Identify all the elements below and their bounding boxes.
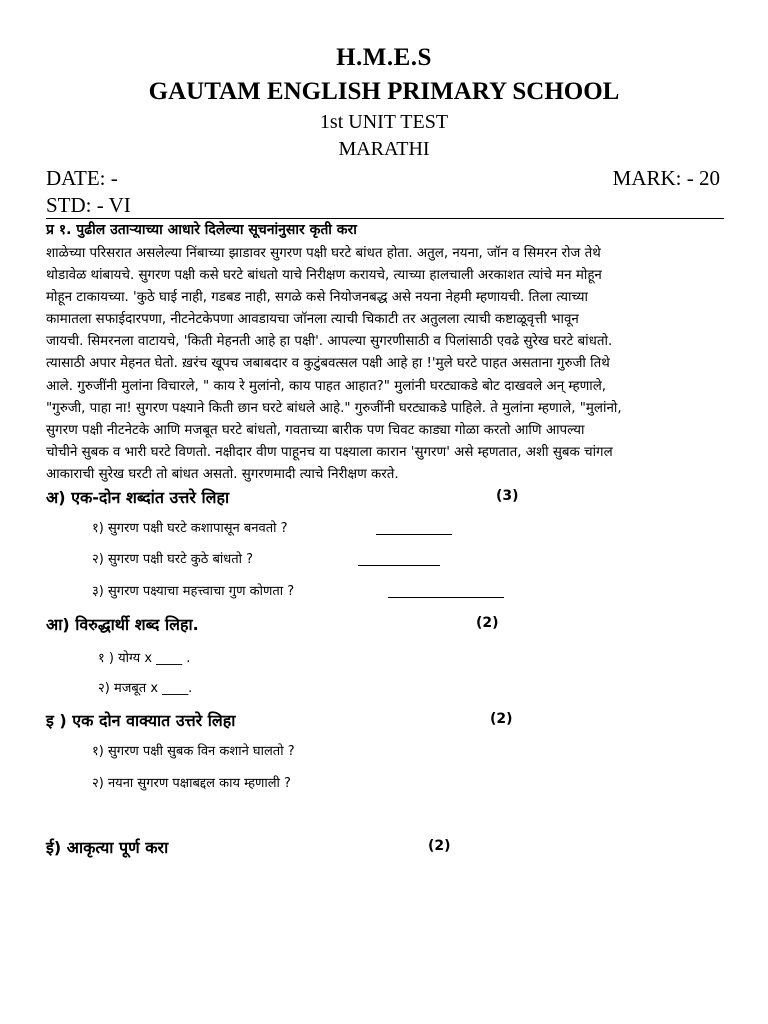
section-a-item-3: ३) सुगरण पक्ष्याचा महत्त्वाचा गुण कोणता ? [92,584,295,599]
passage-line: चोचीने सुबक व भारी घरटे विणतो. नक्षीदार वीण पाहूनच या पक्ष्याला कारान 'सुगरण' असे म्हणतात, अशी सुबक चांगल [46,444,613,460]
school-name: GAUTAM ENGLISH PRIMARY SCHOOL [148,78,620,105]
test-name: 1st UNIT TEST [319,111,449,133]
passage-line: मोहून टाकायच्या. 'कुठे घाई नाही, गडबड नाही, सगळे कसे नियोजनबद्ध असे नयना नेहमी म्हणायची. तिला त्याच्या [46,290,589,306]
section-b-item-1: १ ) योग्य x ____ . [98,651,191,666]
passage-line: सुगरण पक्षी नीटनेटके आणि मजबूत घरटे बांधतो, गवताच्या बारीक पण चिवट काड्या गोळा करतो आणि आपल्या [46,422,585,438]
passage-line: "गुरुजी, पाहा ना! सुगरण पक्ष्याने किती छान घरटे बांधले आहे." गुरुजींनी घरट्याकडे पाहिले. ते मुलांना म्हणाले, "मुलांनो, [46,400,622,416]
date-field: DATE: - [46,166,118,190]
section-c-title: इ ) एक दोन वाक्यात उत्तरे लिहा [46,711,236,730]
section-a-item-1: १) सुगरण पक्षी घरटे कशापासून बनवतो ? [92,521,288,536]
section-b-marks: (2) [476,615,499,631]
passage-line: आकाराची सुरेख घरटी तो बांधत असतो. सुगरणमादी त्याचे निरीक्षण करते. [46,466,399,482]
section-a-item-2: २) सुगरण पक्षी घरटे कुठे बांधतो ? [92,552,254,567]
passage-line: त्यासाठी अपार मेहनत घेतो. ख़रंच खूपच जबाबदार व कुटुंबवत्सल पक्षी आहे हा !'मुले घरटे पाहत असताना गुरुजी तिथे [46,356,610,372]
org-name: H.M.E.S [336,44,432,71]
section-c-item-1: १) सुगरण पक्षी सुबक विन कशाने घालतो ? [92,744,295,759]
section-b-title: आ) विरुद्धार्थी शब्द लिहा. [46,615,199,634]
answer-blank[interactable] [388,585,504,598]
section-d-title: ई) आकृत्या पूर्ण करा [46,838,169,857]
passage-line: कामातला सफाईदारपणा, नीटनेटकेपणा आवडायचा जॉनला त्याची चिकाटी तर अतुलला त्याची कष्टाळूवृत्ती भावून [46,312,579,328]
section-c-item-2: २) नयना सुगरण पक्षाबद्दल काय म्हणाली ? [92,776,291,791]
total-marks: MARK: - 20 [612,166,720,190]
question-1-heading: प्र १. पुढील उताऱ्याच्या आधारे दिलेल्या सूचनांनुसार कृती करा [46,222,357,238]
section-b-item-2: २) मजबूत x ____. [98,681,193,696]
subject-name: MARATHI [338,138,430,160]
answer-blank[interactable] [358,553,440,566]
passage-line: जायची. सिमरनला वाटायचे, 'किती मेहनती आहे हा पक्षी'. आपल्या सुगरणीसाठी व पिलांसाठी एवढे सुरेख घरटे बांधतो. [46,334,613,350]
header-divider [46,218,724,219]
answer-blank[interactable] [376,522,452,535]
section-a-title: अ) एक-दोन शब्दांत उत्तरे लिहा [46,488,230,507]
std-field: STD: - VI [46,193,131,217]
passage-line: थोडावेळ थांबायचे. सुगरण पक्षी कसे घरटे बांधतो याचे निरीक्षण करायचे, त्याच्या हालचाली अरकाशत त्यांचे मन मोहून [46,268,602,284]
passage-line: आले. गुरुजींनी मुलांना विचारले, " काय रे मुलांनो, काय पाहत आहात?" मुलांनी घरट्याकडे बोट दाखवले अन् म्हणाले, [46,378,607,394]
section-c-marks: (2) [490,711,513,727]
section-d-marks: (2) [428,838,451,854]
passage-line: शाळेच्या परिसरात असलेल्या निंबाच्या झाडावर सुगरण पक्षी घरटे बांधत होता. अतुल, नयना, जॉन व सिमरन रोज तेथे [46,246,601,261]
section-a-marks: (3) [496,488,519,504]
passage [46,243,726,486]
